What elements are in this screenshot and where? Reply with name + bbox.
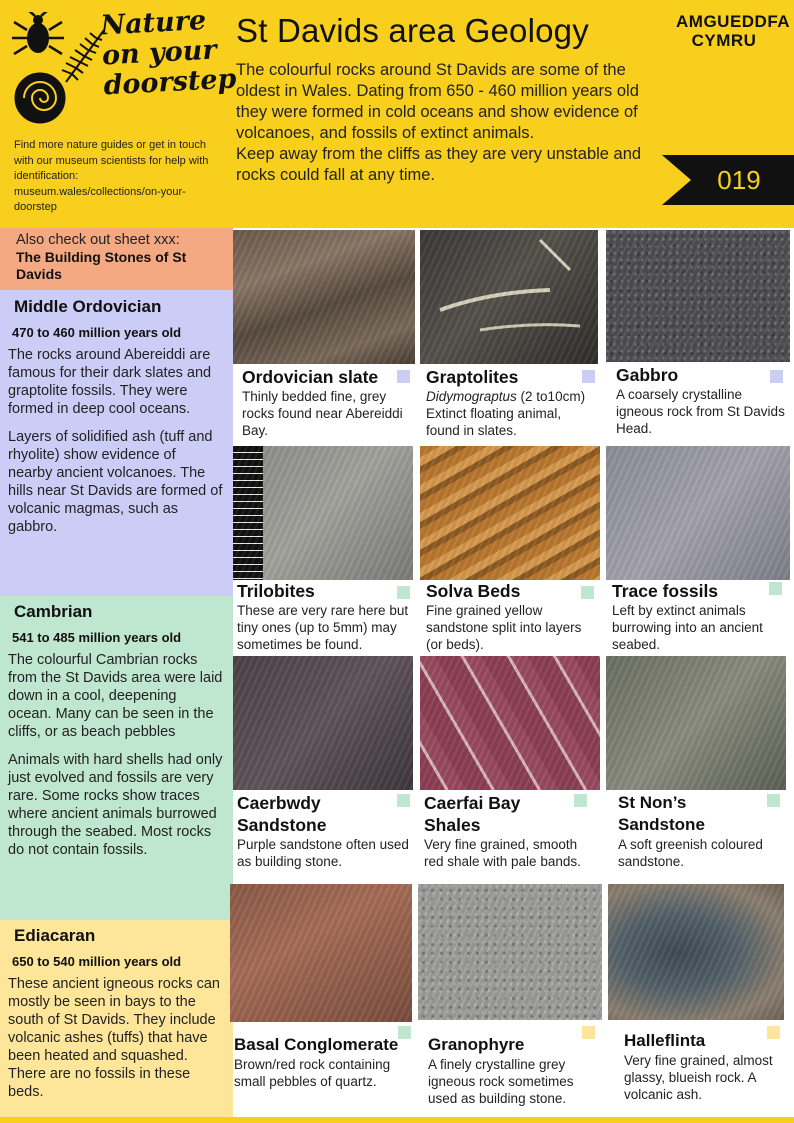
rock-name: Graptolites	[426, 367, 519, 387]
era-color-marker	[581, 586, 594, 599]
rock-description: These are very rare here but tiny ones (up to 5mm) may sometimes be found.	[237, 603, 409, 652]
rock-card-granophyre	[418, 884, 604, 1116]
safety-warning: Keep away from the cliffs as they are very unstable and rocks could fall at any time.	[236, 145, 642, 184]
rock-name: Halleflinta	[624, 1031, 706, 1050]
rock-card-caerbwdy-sandstone	[233, 656, 415, 882]
rock-name: Gabbro	[616, 365, 679, 385]
era-color-marker	[769, 582, 782, 595]
graptolites-photo	[420, 230, 598, 364]
scale-ruler	[233, 446, 263, 580]
era-text: Layers of solidified ash (tuff and rhyolite) show evidence of nearby ancient volcanoes. The hills near St Davids are formed of volcanic magmas, such as gabbro.	[8, 429, 223, 535]
rock-description: Extinct floating animal, found in slates.	[426, 406, 562, 438]
rock-card-gabbro	[606, 230, 794, 445]
sheet-number: 019	[717, 165, 761, 195]
caerfai-photo	[420, 656, 600, 790]
ediacaran-panel	[0, 920, 233, 1123]
era-color-marker	[767, 794, 780, 807]
gabbro-photo	[606, 230, 790, 362]
era-color-marker	[582, 1026, 595, 1039]
amgueddfa-cymru-logo	[676, 12, 791, 50]
st-nons-photo	[606, 656, 786, 790]
rock-name: Sandstone	[237, 815, 327, 835]
era-age: 650 to 540 million years old	[12, 954, 182, 969]
era-color-marker	[397, 794, 410, 807]
trace-fossils-photo	[606, 446, 790, 580]
footer-bar	[0, 1117, 794, 1123]
era-title: Middle Ordovician	[14, 297, 162, 316]
rock-card-trace-fossils	[606, 446, 794, 654]
species-name: Didymograptus	[426, 389, 517, 404]
also-see-sheet-link: The Building Stones of St Davids	[16, 249, 187, 282]
basal-conglomerate-photo	[230, 884, 412, 1022]
rock-description: Brown/red rock containing small pebbles of quartz.	[234, 1057, 391, 1089]
halleflinta-photo	[608, 884, 784, 1020]
era-color-marker	[770, 370, 783, 383]
era-text: The rocks around Abereiddi are famous for their dark slates and graptolite fossils. They were formed in deep cool oceans.	[8, 347, 212, 417]
middle-ordovician-panel	[0, 290, 233, 596]
brand-tagline: Nature on your doorstep	[99, 5, 238, 102]
rock-card-basal-conglomerate	[230, 884, 418, 1116]
caerbwdy-photo	[233, 656, 413, 790]
rock-card-halleflinta	[608, 884, 794, 1116]
solva-beds-photo	[420, 446, 600, 580]
rock-description: A soft greenish coloured sandstone.	[618, 837, 763, 869]
header-banner	[0, 0, 794, 228]
rock-description	[426, 388, 598, 405]
rock-name: Caerbwdy	[237, 793, 321, 813]
ordovician-slate-photo	[233, 230, 415, 364]
era-color-marker	[767, 1026, 780, 1039]
rock-card-graptolites	[420, 230, 600, 445]
rock-name: Shales	[424, 815, 481, 835]
rock-name: Ordovician slate	[242, 367, 379, 387]
graptolite-fossil-icon	[420, 230, 598, 364]
logo-line-1: AMGUEDDFA	[676, 12, 791, 31]
rock-description: A finely crystalline grey igneous rock sometimes used as building stone.	[428, 1057, 574, 1106]
page-title: St Davids area Geology	[236, 12, 589, 49]
rock-card-st-nons-sandstone	[606, 656, 794, 882]
rock-name: St Non’s	[618, 793, 687, 812]
rock-description: Left by extinct animals burrowing into an ancient seabed.	[612, 603, 763, 652]
intro-text	[236, 60, 666, 186]
rock-name: Solva Beds	[426, 581, 521, 601]
era-color-marker	[582, 370, 595, 383]
rock-description: Purple sandstone often used as building stone.	[237, 837, 409, 869]
era-color-marker	[397, 370, 410, 383]
era-title: Cambrian	[14, 602, 93, 621]
rock-description: Thinly bedded fine, grey rocks found near Abereiddi Bay.	[242, 389, 403, 438]
rock-description: Fine grained yellow sandstone split into layers (or beds).	[426, 603, 582, 652]
rock-name: Sandstone	[618, 815, 705, 834]
era-age: 541 to 485 million years old	[12, 630, 182, 645]
era-title: Ediacaran	[14, 926, 96, 945]
rock-card-caerfai-bay-shales	[420, 656, 600, 882]
era-color-marker	[397, 586, 410, 599]
era-text: The colourful Cambrian rocks from the St Davids area were laid down in a cool, deepening ocean. Many can be seen in the cliffs, or as beach pebbles	[8, 652, 223, 740]
logo-line-2: CYMRU	[691, 31, 757, 50]
rock-name: Trilobites	[237, 581, 315, 601]
rock-description: Very fine grained, smooth red shale with pale bands.	[424, 837, 581, 869]
era-color-marker	[574, 794, 587, 807]
rock-name: Basal Conglomerate	[234, 1035, 399, 1054]
rock-description: A coarsely crystalline igneous rock from St Davids Head.	[616, 387, 785, 436]
also-see-label: Also check out sheet xxx:	[16, 232, 180, 248]
rock-description: Very fine grained, almost glassy, blueish rock. A volcanic ash.	[624, 1053, 773, 1102]
rock-name: Caerfai Bay	[424, 793, 521, 813]
rock-card-trilobites	[233, 446, 415, 654]
era-text: Animals with hard shells had only just evolved and fossils are very rare. Some rocks show traces where ancient animals burrowed through the seabed. Most rocks do not contain fossils.	[8, 752, 223, 858]
intro-paragraph: The colourful rocks around St Davids are some of the oldest in Wales. Dating from 650 - 460 million years old they were formed in cold oceans and show evidence of volcanoes, and fossils of extinct animals.	[236, 61, 639, 142]
rock-name: Granophyre	[428, 1035, 525, 1054]
rock-name: Trace fossils	[612, 581, 719, 601]
era-text: These ancient igneous rocks can mostly be seen in bays to the south of St Davids. They include volcanic ashes (tuffs) that have been heated and squashed. There are no fossils in these beds.	[8, 976, 220, 1100]
rock-card-ordovician-slate	[233, 230, 415, 445]
also-see-panel	[0, 228, 233, 290]
cambrian-panel	[0, 596, 233, 920]
trilobites-photo	[233, 446, 413, 580]
granophyre-photo	[418, 884, 602, 1020]
rock-card-solva-beds	[420, 446, 600, 654]
identification-help-note: Find more nature guides or get in touch with our museum scientists for help with identification: museum.wales/collections/on-your-doorstep	[14, 139, 209, 213]
era-age: 470 to 460 million years old	[12, 325, 182, 340]
species-size: (2 to10cm)	[516, 389, 586, 404]
era-color-marker	[398, 1026, 411, 1039]
